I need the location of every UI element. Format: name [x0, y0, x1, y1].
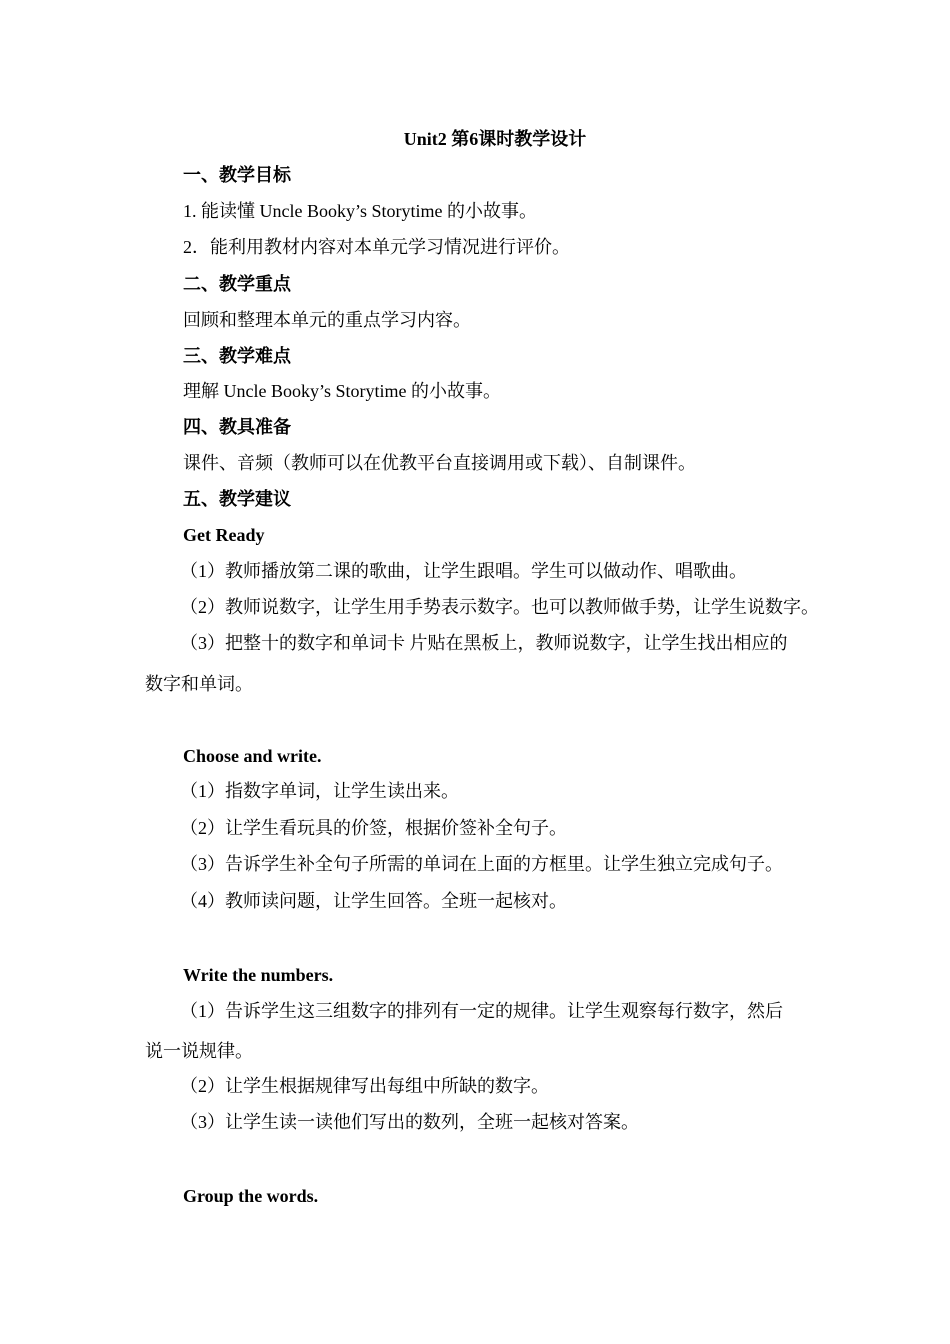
materials-text: 课件、音频（教师可以在优教平台直接调用或下载）、自制课件。 — [183, 453, 696, 473]
get-ready-step-3: （3）把整十的数字和单词卡 片贴在黑板上，教师说数字，让学生找出相应的 — [180, 633, 788, 653]
choose-write-step-4: （4）教师读问题，让学生回答。全班一起核对。 — [180, 891, 567, 911]
write-numbers-step-3: （3）让学生读一读他们写出的数列，全班一起核对答案。 — [180, 1112, 639, 1132]
heading-difficulties: 三、教学难点 — [183, 346, 291, 366]
write-numbers-step-1-cont: 说一说规律。 — [145, 1041, 253, 1061]
subheading-write-numbers: Write the numbers. — [183, 965, 334, 985]
objective-item-2: 2．能利用教材内容对本单元学习情况进行评价。 — [183, 237, 570, 257]
get-ready-step-1: （1）教师播放第二课的歌曲，让学生跟唱。学生可以做动作、唱歌曲。 — [180, 561, 747, 581]
write-numbers-step-2: （2）让学生根据规律写出每组中所缺的数字。 — [180, 1076, 549, 1096]
get-ready-step-2: （2）教师说数字，让学生用手势表示数字。也可以教师做手势，让学生说数字。 — [180, 597, 819, 617]
heading-objectives: 一、教学目标 — [183, 165, 291, 185]
subheading-get-ready: Get Ready — [183, 525, 265, 545]
write-numbers-step-1: （1）告诉学生这三组数字的排列有一定的规律。让学生观察每行数字，然后 — [180, 1001, 783, 1021]
objective-item-1: 1. 能读懂 Uncle Booky’s Storytime 的小故事。 — [183, 201, 537, 221]
choose-write-step-1: （1）指数字单词，让学生读出来。 — [180, 781, 459, 801]
page-title: Unit2 第6课时教学设计 — [403, 129, 587, 149]
heading-key-points: 二、教学重点 — [183, 274, 291, 294]
get-ready-step-3-cont: 数字和单词。 — [145, 674, 253, 694]
heading-suggestions: 五、教学建议 — [183, 489, 291, 509]
subheading-group-words: Group the words. — [183, 1186, 319, 1206]
choose-write-step-2: （2）让学生看玩具的价签，根据价签补全句子。 — [180, 818, 567, 838]
difficulties-text: 理解 Uncle Booky’s Storytime 的小故事。 — [183, 381, 501, 401]
heading-materials: 四、教具准备 — [183, 417, 291, 437]
choose-write-step-3: （3）告诉学生补全句子所需的单词在上面的方框里。让学生独立完成句子。 — [180, 854, 783, 874]
key-points-text: 回顾和整理本单元的重点学习内容。 — [183, 310, 471, 330]
subheading-choose-write: Choose and write. — [183, 746, 322, 766]
